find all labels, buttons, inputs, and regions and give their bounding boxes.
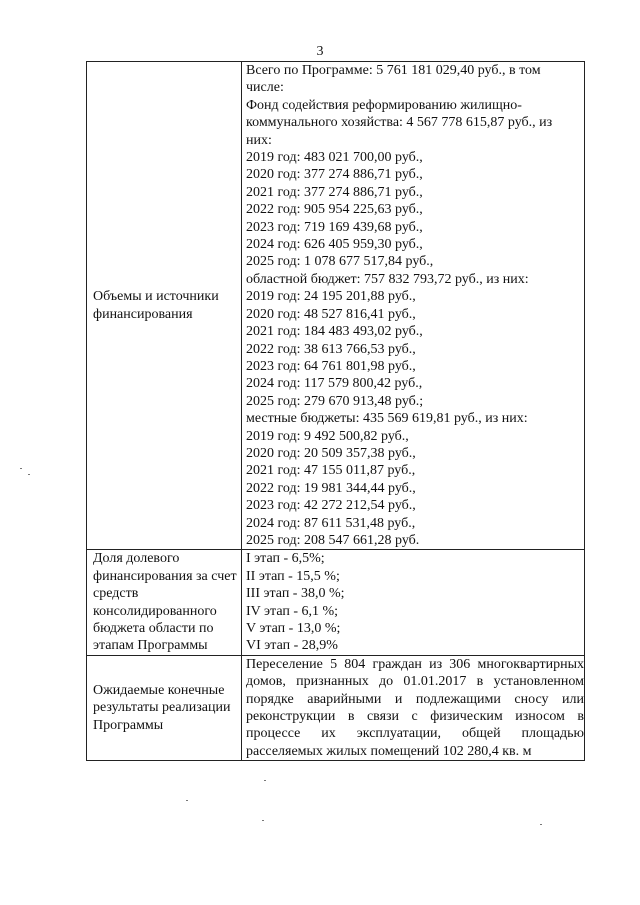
scan-speck <box>186 800 188 801</box>
financing-line: 2025 год: 279 670 913,48 руб.; <box>246 393 424 409</box>
stage-line: IV этап - 6,1 %; <box>246 603 339 619</box>
stage-line: VI этап - 28,9% <box>246 638 338 654</box>
table-row-financing <box>87 62 585 550</box>
financing-line: числе: <box>246 80 284 96</box>
scan-speck <box>20 468 22 469</box>
financing-line: коммунального хозяйства: 4 567 778 615,87 руб., из <box>246 115 553 131</box>
stage-line: III этап - 38,0 %; <box>246 586 345 602</box>
stage-line: V этап - 13,0 %; <box>246 621 341 636</box>
scan-speck <box>540 824 542 825</box>
table-row-share <box>87 550 585 655</box>
financing-line: Фонд содействия реформированию жилищно- <box>246 97 522 113</box>
financing-line: 2023 год: 64 761 801,98 руб., <box>246 358 416 374</box>
financing-line: 2025 год: 1 078 677 517,84 руб., <box>246 254 434 270</box>
scan-speck <box>28 474 30 475</box>
financing-line: областной бюджет: 757 832 793,72 руб., из них: <box>246 271 529 287</box>
financing-line: 2021 год: 47 155 011,87 руб., <box>246 463 416 479</box>
financing-line: 2021 год: 184 483 493,02 руб., <box>246 324 423 340</box>
financing-line: 2020 год: 20 509 357,38 руб., <box>246 445 416 461</box>
table-row-results <box>87 655 585 760</box>
stage-line: I этап - 6,5%; <box>246 551 325 567</box>
financing-line: 2023 год: 42 272 212,54 руб., <box>246 498 416 514</box>
financing-line: 2025 год: 208 547 661,28 руб. <box>246 532 420 548</box>
financing-line: 2024 год: 87 611 531,48 руб., <box>246 515 416 531</box>
share-values <box>242 550 585 655</box>
financing-line: 2024 год: 117 579 800,42 руб., <box>246 376 423 392</box>
share-label: Доля долевого финансирования за счет средств консолидированного бюджета области по этапам Программы <box>87 550 242 655</box>
results-label: Ожидаемые конечные результаты реализации Программы <box>87 655 242 760</box>
financing-line: 2022 год: 38 613 766,53 руб., <box>246 341 416 357</box>
results-text: Переселение 5 804 граждан из 306 многоквартирных домов, признанных до 01.01.2017 в установленном порядке аварийными и подлежащими сносу или реконструкции в связи с физическим износом в процессе их эксплуатации, общей площадью расселяемых жилых помещений 102 280,4 кв. м <box>242 655 585 760</box>
financing-label: Объемы и источники финансирования <box>87 62 242 550</box>
financing-values <box>242 62 585 550</box>
financing-line: 2019 год: 483 021 700,00 руб., <box>246 150 423 166</box>
financing-line: 2022 год: 905 954 225,63 руб., <box>246 202 423 218</box>
financing-line: 2021 год: 377 274 886,71 руб., <box>246 184 423 200</box>
scan-speck <box>262 820 264 821</box>
financing-line: них: <box>246 132 272 148</box>
financing-line: 2024 год: 626 405 959,30 руб., <box>246 237 423 253</box>
stage-line: II этап - 15,5 %; <box>246 568 340 584</box>
financing-line: 2020 год: 48 527 816,41 руб., <box>246 306 416 322</box>
financing-line: 2022 год: 19 981 344,44 руб., <box>246 480 416 496</box>
financing-line: 2019 год: 9 492 500,82 руб., <box>246 428 409 444</box>
program-passport-table <box>86 61 585 761</box>
scan-speck <box>264 780 266 781</box>
financing-line: Всего по Программе: 5 761 181 029,40 руб., в том <box>246 63 541 78</box>
page-number: 3 <box>316 44 324 59</box>
financing-line: 2023 год: 719 169 439,68 руб., <box>246 219 423 235</box>
financing-line: местные бюджеты: 435 569 619,81 руб., из них: <box>246 411 528 427</box>
financing-line: 2019 год: 24 195 201,88 руб., <box>246 289 416 305</box>
financing-line: 2020 год: 377 274 886,71 руб., <box>246 167 423 183</box>
